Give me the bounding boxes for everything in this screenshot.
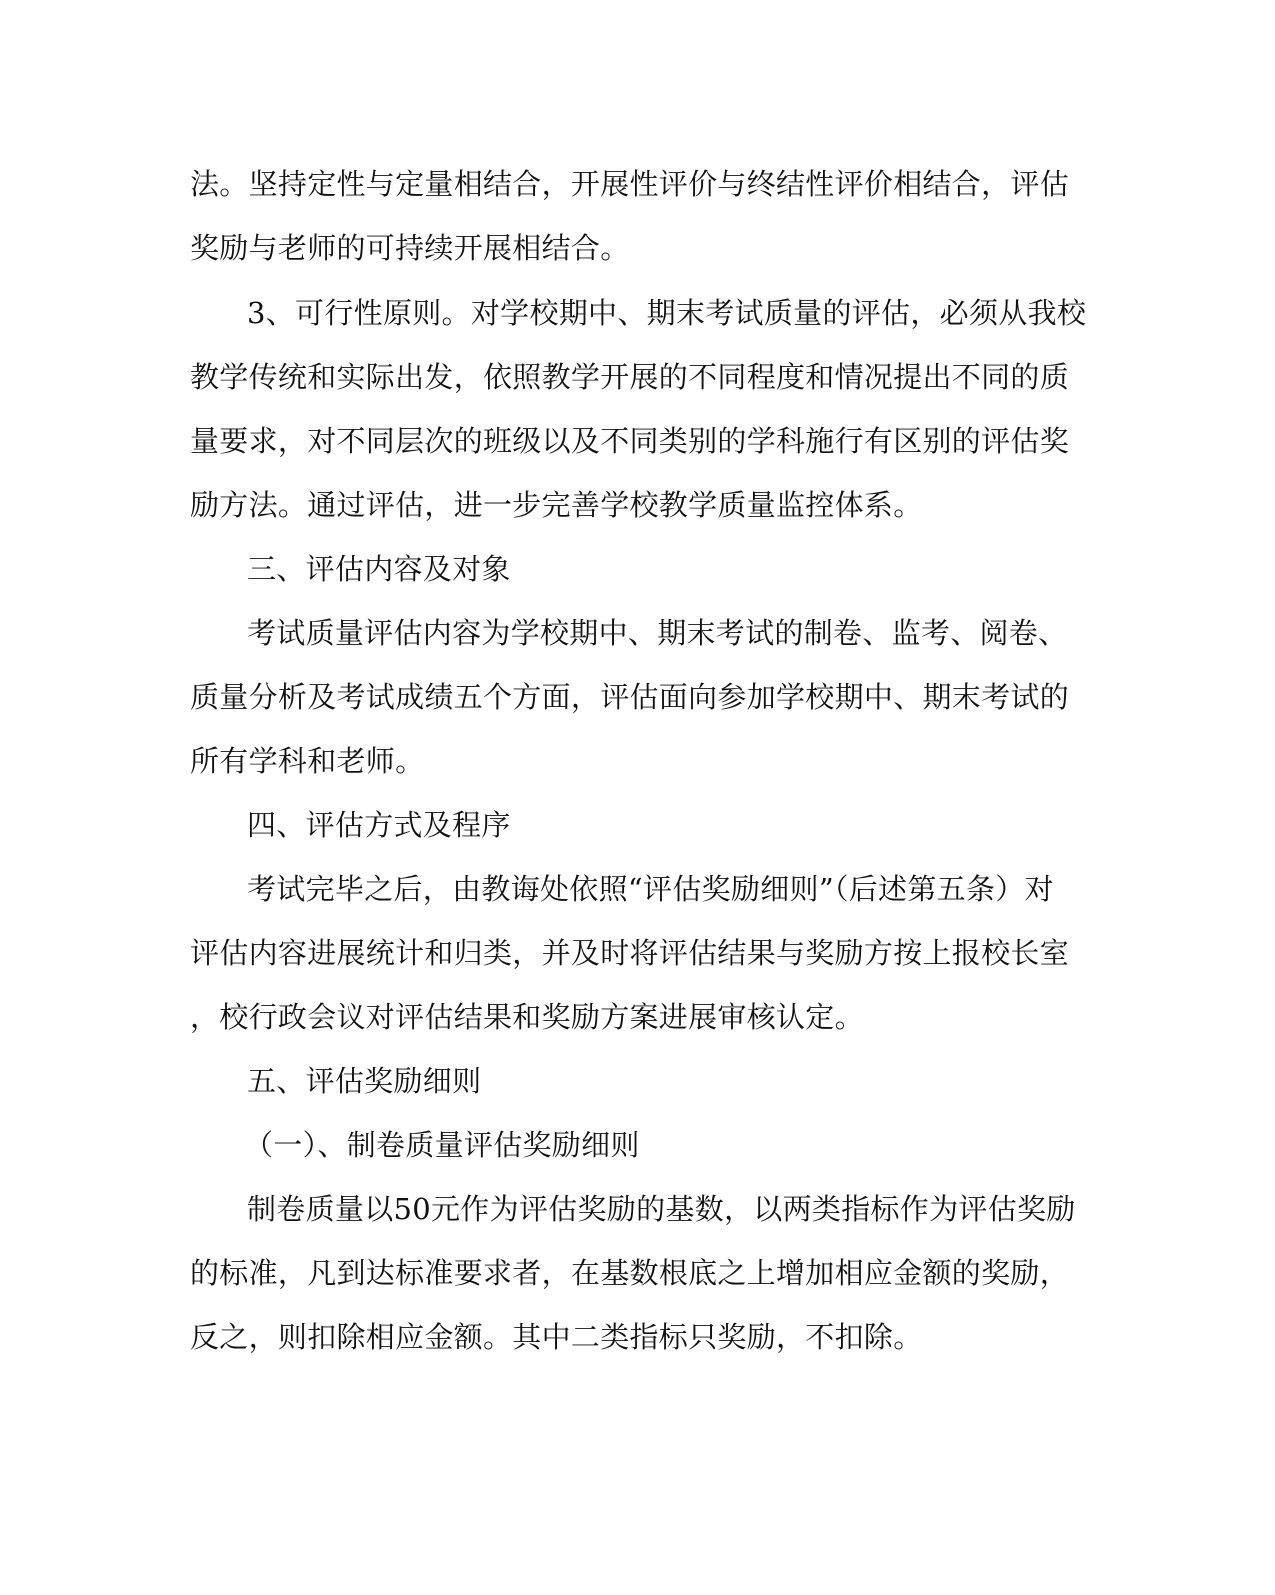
text-line: 3、可行性原则。对学校期中、期末考试质量的评估，必须从我校 <box>247 296 1087 330</box>
text-line: 所有学科和老师。 <box>190 744 425 778</box>
text-line: 反之，则扣除相应金额。其中二类指标只奖励，不扣除。 <box>190 1320 923 1354</box>
text-line: 考试质量评估内容为学校期中、期末考试的制卷、监考、阅卷、 <box>247 616 1068 650</box>
subsection-heading: （一）、制卷质量评估奖励细则 <box>244 1128 640 1162</box>
text-line: 的标准，凡到达标准要求者，在基数根底之上增加相应金额的奖励， <box>190 1256 1070 1290</box>
text-line: 法。坚持定性与定量相结合，开展性评价与终结性评价相结合，评估 <box>190 167 1070 201</box>
text-line: 考试完毕之后，由教诲处依照“评估奖励细则”（后述第五条）对 <box>247 872 1054 906</box>
text-line: 质量分析及考试成绩五个方面，评估面向参加学校期中、期末考试的 <box>190 680 1070 714</box>
text-line: 制卷质量以50元作为评估奖励的基数，以两类指标作为评估奖励 <box>247 1192 1076 1226</box>
text-line: 量要求，对不同层次的班级以及不同类别的学科施行有区别的评估奖 <box>190 424 1070 458</box>
text-line: 奖励与老师的可持续开展相结合。 <box>190 231 630 265</box>
section-heading: 三、评估内容及对象 <box>247 552 511 586</box>
text-line: 教学传统和实际出发，依照教学开展的不同程度和情况提出不同的质 <box>190 360 1070 394</box>
text-line: ，校行政会议对评估结果和奖励方案进展审核认定。 <box>190 1000 864 1034</box>
text-line: 励方法。通过评估，进一步完善学校教学质量监控体系。 <box>190 488 923 522</box>
section-heading: 四、评估方式及程序 <box>247 808 511 842</box>
section-heading: 五、评估奖励细则 <box>247 1064 482 1098</box>
text-line: 评估内容进展统计和归类，并及时将评估结果与奖励方按上报校长室 <box>190 936 1070 970</box>
